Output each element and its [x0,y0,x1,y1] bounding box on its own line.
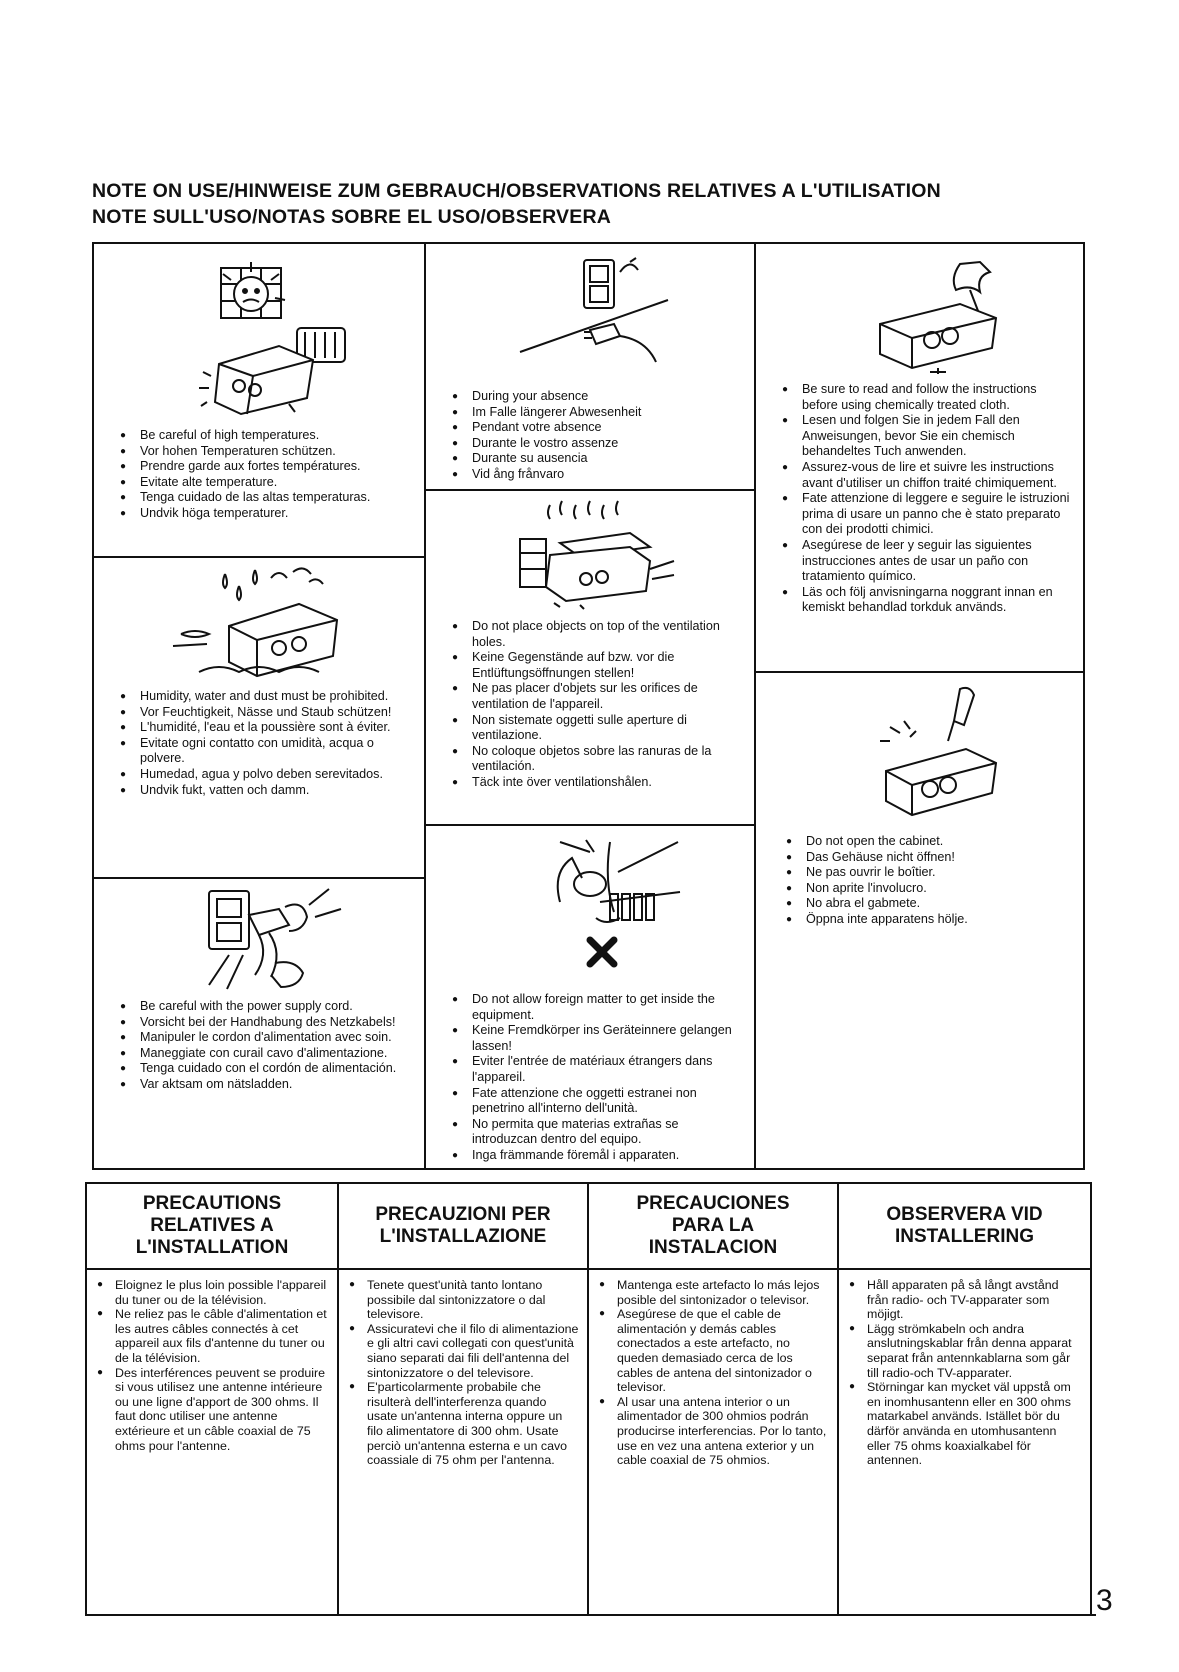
outlet-unplug-illustration [426,252,754,372]
list-item: ● Eviter l'entrée de matériaux étrangers dans l'appareil. [450,1054,740,1085]
list-item: ● Assicuratevi che il filo di alimentazione e gli altri cavi collegati con quest'unità siano separati dai fili dell'antenna del sintonizzatore o del televisore. [347,1322,579,1380]
blocked-ventilation-illustration [426,499,754,614]
list-item: ● Do not place objects on top of the ventilation holes. [450,619,740,650]
list-item: ● Prendre garde aux fortes températures. [118,459,408,475]
list-item: ● Be careful with the power supply cord. [118,999,408,1015]
list-item: ● Läs och följ anvisningarna noggrant innan en kemiskt behandlad torkduk används. [780,585,1070,616]
chemical-cloth-list [780,382,1070,616]
note-absence [426,244,754,489]
sun-heat-illustration [94,254,424,424]
list-item: ● Be sure to read and follow the instructions before using chemically treated cloth. [780,382,1070,413]
note-chemical-cloth [756,244,1083,671]
list-item: ● Håll apparaten på så långt avstånd från radio- och TV-apparater som möjigt. [847,1278,1082,1322]
list-item: ● Lesen und folgen Sie in jedem Fall den Anweisungen, bevor Sie ein chemisch behandeltes Tuch anwenden. [780,413,1070,460]
list-item: ● Humedad, agua y polvo deben serevitados. [118,767,408,783]
title-line-2: NOTE SULL'USO/NOTAS SOBRE EL USO/OBSERVERA [92,206,612,228]
list-item: ● Vor Feuchtigkeit, Nässe und Staub schützen! [118,705,408,721]
page-title [92,178,1052,230]
note-ventilation [426,491,754,824]
power-cord-illustration [94,885,424,1000]
list-item: ● Assurez-vous de lire et suivre les instructions avant d'utiliser un chiffon traité chimiquement. [780,460,1070,491]
installation-heading: OBSERVERA VID INSTALLERING [886,1204,1043,1247]
foreign-matter-list [450,992,740,1164]
list-item: ● Störningar kan mycket väl uppstå om en inomhusantenn eller en 300 ohms matarkabel används. Istället bör du därför använda en utomhusantenn eller 75 ohms koaxialkabel för antennen. [847,1380,1082,1468]
list-item: ● Do not allow foreign matter to get inside the equipment. [450,992,740,1023]
page-number: 3 [1096,1584,1113,1617]
note-power-cord [94,879,424,1168]
list-item: ● Im Falle längerer Abwesenheit [450,405,740,421]
list-item: ● Tenga cuidado de las altas temperaturas. [118,490,408,506]
installation-column-french [87,1184,339,1614]
page-number-rule [1084,1614,1096,1616]
installation-heading: PRECAUCIONES PARA LA INSTALACION [636,1193,790,1258]
list-item: ● Be careful of high temperatures. [118,428,408,444]
installation-column-swedish [839,1184,1090,1614]
list-item: ● Inga främmande föremål i apparaten. [450,1148,740,1164]
note-foreign-matter [426,826,754,1168]
list-item: ● Humidity, water and dust must be prohibited. [118,689,408,705]
list-item: ● Des interférences peuvent se produire si vous utilisez une antenne intérieure ou une ligne d'apport de 300 ohms. Il faut donc utiliser une antenne extérieure et un câble coaxial de 75 ohms pour l'antenne. [95,1366,329,1454]
list-item: ● Ne pas ouvrir le boîtier. [784,865,1070,881]
list-item: ● Mantenga este artefacto lo más lejos posible del sintonizador o televisor. [597,1278,829,1307]
list-item: ● L'humidité, l'eau et la poussière sont à éviter. [118,720,408,736]
cabinet-list [784,834,1070,928]
list-item: ● Vor hohen Temperaturen schützen. [118,444,408,460]
installation-precautions [85,1182,1092,1616]
list-item: ● Asegúrese de leer y seguir las siguientes instrucciones antes de usar un paño con tratamiento químico. [780,538,1070,585]
list-item: ● Fate attenzione di leggere e seguire le istruzioni prima di usare un panno che è stato preparato con dei prodotti chimici. [780,491,1070,538]
installation-list [847,1278,1082,1468]
list-item: ● Evitate alte temperature. [118,475,408,491]
high-temperature-list [118,428,408,522]
note-high-temperature [94,244,424,556]
list-item: ● Ne pas placer d'objets sur les orifices de ventilation de l'appareil. [450,681,740,712]
installation-column-spanish [589,1184,839,1614]
installation-list [597,1278,829,1468]
list-item: ● No permita que materias extrañas se introduzcan dentro del equipo. [450,1117,740,1148]
list-item: ● Non sistemate oggetti sulle aperture di ventilazione. [450,713,740,744]
list-item: ● Keine Gegenstände auf bzw. vor die Entlüftungsöffnungen stellen! [450,650,740,681]
cleaning-cloth-illustration [756,254,1083,374]
list-item: ● No abra el gabmete. [784,896,1070,912]
power-cord-list [118,999,408,1093]
list-item: ● Lägg strömkabeln och andra anslutningskablar från denna apparat separat från antennkablarna som går till radio-och TV-apparater. [847,1322,1082,1380]
list-item: ● Pendant votre absence [450,420,740,436]
list-item: ● Durante le vostro assenze [450,436,740,452]
ventilation-list [450,619,740,791]
humidity-list [118,689,408,798]
list-item: ● Undvik fukt, vatten och damm. [118,783,408,799]
installation-list [95,1278,329,1453]
list-item: ● Täck inte över ventilationshålen. [450,775,740,791]
installation-heading: PRECAUZIONI PER L'INSTALLAZIONE [375,1204,551,1247]
water-dust-illustration [94,564,424,684]
installation-column-italian [339,1184,589,1614]
list-item: ● Do not open the cabinet. [784,834,1070,850]
list-item: ● During your absence [450,389,740,405]
list-item: ● Al usar una antena interior o un alimentador de 300 ohmios podrán producirse interferencias. Por lo tanto, use en vez una antena exterior y un cable coaxial de 75 ohmios. [597,1395,829,1468]
list-item: ● Eloignez le plus loin possible l'appareil du tuner ou de la télévision. [95,1278,329,1307]
list-item: ● No coloque objetos sobre las ranuras de la ventilación. [450,744,740,775]
foreign-matter-illustration [426,832,754,982]
list-item: ● Vorsicht bei der Handhabung des Netzkabels! [118,1015,408,1031]
list-item: ● Tenete quest'unità tanto lontano possibile dal sintonizzatore o dal televisore. [347,1278,579,1322]
usage-notes-grid [92,242,1085,1170]
list-item: ● Vid ång frånvaro [450,467,740,483]
list-item: ● Non aprite l'involucro. [784,881,1070,897]
note-cabinet [756,673,1083,1168]
list-item: ● Undvik höga temperaturer. [118,506,408,522]
list-item: ● Tenga cuidado con el cordón de alimentación. [118,1061,408,1077]
list-item: ● Asegúrese de que el cable de alimentación y demás cables conectados a este artefacto, no queden demasiado cerca de los cables de antena del sintonizador o televisor. [597,1307,829,1395]
list-item: ● Durante su ausencia [450,451,740,467]
installation-heading: PRECAUTIONS RELATIVES A L'INSTALLATION [135,1193,289,1258]
note-humidity [94,558,424,877]
list-item: ● E'particolarmente probabile che risulterà dell'interferenza quando usate un'antenna interna oppure un filo alimentatore di 300 ohm. Usate perciò un'antenna esterna e un cavo coassiale di 75 ohm per l'antenna. [347,1380,579,1468]
list-item: ● Var aktsam om nätsladden. [118,1077,408,1093]
list-item: ● Manipuler le cordon d'alimentation avec soin. [118,1030,408,1046]
list-item: ● Evitate ogni contatto con umidità, acqua o polvere. [118,736,408,767]
installation-list [347,1278,579,1468]
list-item: ● Das Gehäuse nicht öffnen! [784,850,1070,866]
list-item: ● Maneggiate con curail cavo d'alimentazione. [118,1046,408,1062]
list-item: ● Ne reliez pas le câble d'alimentation et les autres câbles connectés à cet appareil aux fils d'antenne du tuner ou de la télévision. [95,1307,329,1365]
list-item: ● Öppna inte apparatens hölje. [784,912,1070,928]
list-item: ● Fate attenzione che oggetti estranei non penetrino all'interno dell'unità. [450,1086,740,1117]
absence-list [450,389,740,483]
title-line-1: NOTE ON USE/HINWEISE ZUM GEBRAUCH/OBSERVATIONS RELATIVES A L'UTILISATION [92,180,941,202]
open-cabinet-illustration [756,681,1083,821]
list-item: ● Keine Fremdkörper ins Geräteinnere gelangen lassen! [450,1023,740,1054]
